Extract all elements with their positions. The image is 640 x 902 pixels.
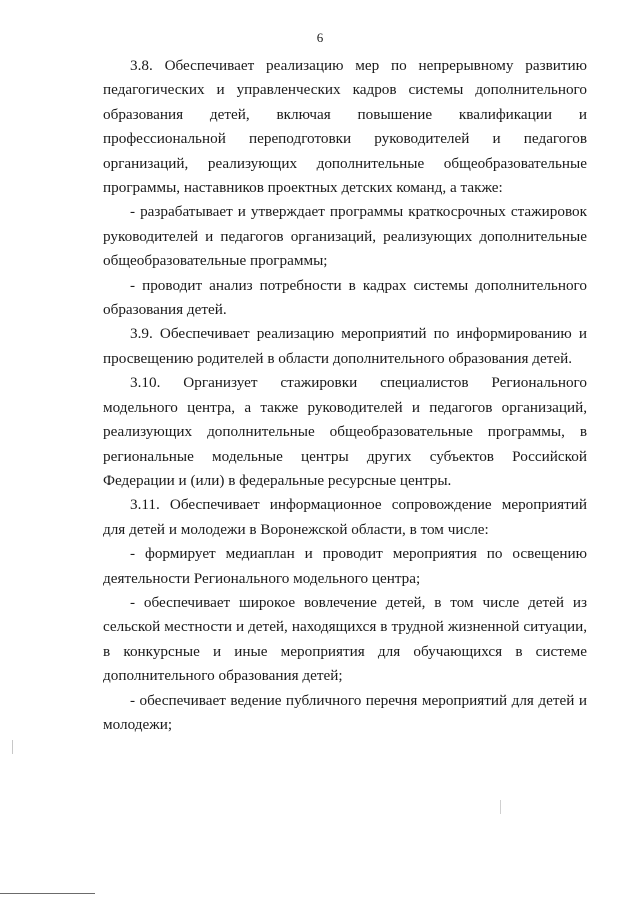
list-item-public-list: - обеспечивает ведение публичного перечня мероприятий для детей и молодежи; bbox=[103, 691, 587, 733]
paragraph-3-9: 3.9. Обеспечивает реализацию мероприятий по информированию и просвещению родителей в области дополнительного образования детей. bbox=[103, 325, 587, 367]
list-item-involvement: - обеспечивает широкое вовлечение детей, в том числе детей из сельской местности и детей, находящихся в трудной жизненной ситуации, в конкурсные и иные мероприятия для обучающихся в системе дополнительного образования детей; bbox=[103, 593, 587, 685]
paragraph-3-11: 3.11. Обеспечивает информационное сопровождение мероприятий для детей и молодежи в Воронежской области, в том числе: bbox=[103, 496, 587, 538]
list-item-develop-programs: - разрабатывает и утверждает программы краткосрочных стажировок руководителей и педагогов организаций, реализующих дополнительные общеобразовательные программы; bbox=[103, 203, 587, 270]
list-item-staff-analysis: - проводит анализ потребности в кадрах системы дополнительного образования детей. bbox=[103, 276, 587, 319]
page-number: 6 bbox=[316, 30, 324, 45]
paragraph-3-8: 3.8. Обеспечивает реализацию мер по непрерывному развитию педагогических и управленческих кадров системы дополнительного образования детей, включая повышение квалификации и профессиональной переподготовки руководителей и педагогов организаций, реализующих дополнительные общеобразовательные программы, наставников проектных детских команд, а также: bbox=[103, 57, 587, 197]
scan-artifact bbox=[0, 893, 95, 894]
document-body bbox=[103, 54, 587, 737]
scan-artifact bbox=[12, 740, 13, 754]
paragraph-3-10: 3.10. Организует стажировки специалистов Регионального модельного центра, а также руководителей и педагогов организаций, реализующих дополнительные общеобразовательные программы, в региональные модельные центры других субъектов Российской Федерации и (или) в федеральные ресурсные центры. bbox=[103, 374, 587, 489]
list-item-media-plan: - формирует медиаплан и проводит мероприятия по освещению деятельности Регионального модельного центра; bbox=[103, 545, 587, 587]
scan-artifact bbox=[500, 800, 501, 814]
